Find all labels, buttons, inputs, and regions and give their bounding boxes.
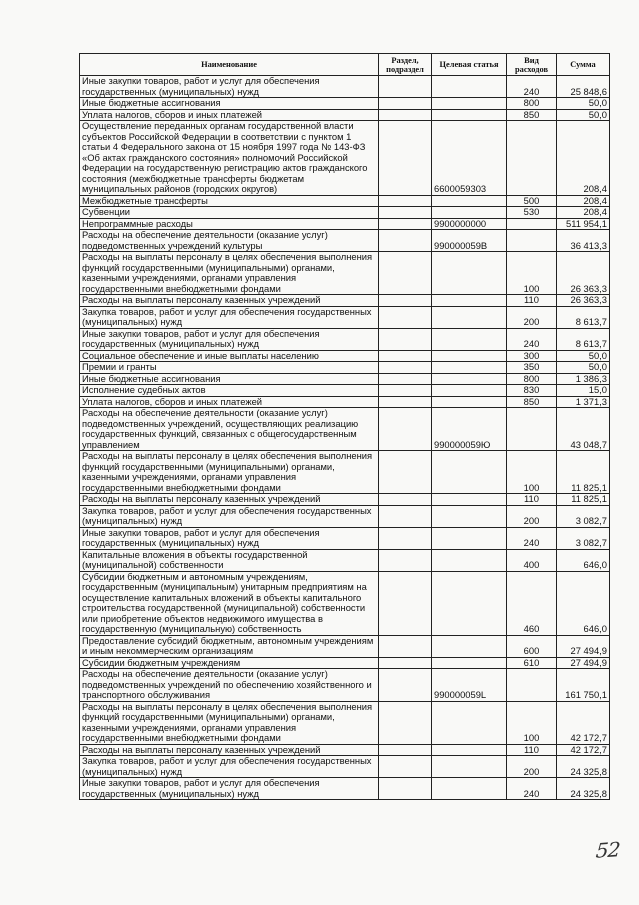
row-section (379, 549, 432, 571)
row-name: Субсидии бюджетным учреждениям (80, 657, 379, 669)
row-article (432, 385, 507, 397)
row-sum: 511 954,1 (557, 218, 610, 230)
row-type: 800 (507, 373, 557, 385)
row-name: Осуществление переданных органам государственной власти субъектов Российской Федерации в соответствии с пунктом 1 статьи 4 Федерального закона от 15 ноября 1997 года № 143-ФЗ «Об актах гражданского состояния» полномочий Российской Федерации на государственную регистрацию актов гражданского состояния (межбюджетные трансферты бюджетам муниципальных районов (городских округов) (80, 121, 379, 196)
row-name: Иные закупки товаров, работ и услуг для обеспечения государственных (муниципальных) нужд (80, 778, 379, 800)
row-article (432, 98, 507, 110)
row-section (379, 505, 432, 527)
row-sum: 208,4 (557, 207, 610, 219)
row-name: Уплата налогов, сборов и иных платежей (80, 396, 379, 408)
row-type: 850 (507, 396, 557, 408)
row-sum: 208,4 (557, 195, 610, 207)
row-article (432, 744, 507, 756)
table-row (80, 252, 610, 295)
table-row (80, 328, 610, 350)
row-section (379, 571, 432, 635)
row-name: Субсидии бюджетным и автономным учреждениям, государственным (муниципальным) унитарным предприятиям на осуществление капитальных вложений в объекты капитального строительства государственной (муниципальной) собственности или приобретение объектов недвижимого имущества в государственную (муниципальную) собственность (80, 571, 379, 635)
row-sum: 646,0 (557, 571, 610, 635)
row-section (379, 756, 432, 778)
row-sum: 161 750,1 (557, 669, 610, 702)
row-name: Расходы на выплаты персоналу казенных учреждений (80, 295, 379, 307)
header-row (80, 54, 610, 76)
row-article (432, 494, 507, 506)
row-name: Уплата налогов, сборов и иных платежей (80, 109, 379, 121)
row-sum: 27 494,9 (557, 635, 610, 657)
row-type: 850 (507, 109, 557, 121)
row-section (379, 385, 432, 397)
row-name: Социальное обеспечение и иные выплаты населению (80, 350, 379, 362)
row-name: Расходы на выплаты персоналу в целях обеспечения выполнения функций государственными (муниципальными) органами, казенными учреждениями, органами управления государственными внебюджетными фондами (80, 451, 379, 494)
row-sum: 208,4 (557, 121, 610, 196)
row-type: 240 (507, 778, 557, 800)
row-name: Предоставление субсидий бюджетным, автономным учреждениям и иным некоммерческим организациям (80, 635, 379, 657)
table-row (80, 195, 610, 207)
row-article (432, 396, 507, 408)
row-article: 990000059L (432, 669, 507, 702)
row-article (432, 549, 507, 571)
row-sum: 15,0 (557, 385, 610, 397)
table-row (80, 362, 610, 374)
row-type: 240 (507, 527, 557, 549)
row-section (379, 306, 432, 328)
row-section (379, 408, 432, 451)
row-article (432, 756, 507, 778)
row-type: 500 (507, 195, 557, 207)
row-article (432, 252, 507, 295)
row-type: 350 (507, 362, 557, 374)
row-section (379, 373, 432, 385)
row-section (379, 527, 432, 549)
row-name: Расходы на выплаты персоналу казенных учреждений (80, 494, 379, 506)
row-section (379, 778, 432, 800)
table-row (80, 701, 610, 744)
row-sum: 11 825,1 (557, 494, 610, 506)
row-name: Закупка товаров, работ и услуг для обеспечения государственных (муниципальных) нужд (80, 306, 379, 328)
row-type: 110 (507, 494, 557, 506)
row-sum: 1 386,3 (557, 373, 610, 385)
row-name: Расходы на выплаты персоналу в целях обеспечения выполнения функций государственными (муниципальными) органами, казенными учреждениями, органами управления государственными внебюджетными фондами (80, 252, 379, 295)
row-name: Расходы на обеспечение деятельности (оказание услуг) подведомственных учреждений по обеспечению хозяйственного и транспортного обслуживания (80, 669, 379, 702)
row-section (379, 494, 432, 506)
row-section (379, 207, 432, 219)
table-row (80, 98, 610, 110)
row-type: 300 (507, 350, 557, 362)
row-sum: 8 613,7 (557, 328, 610, 350)
row-article (432, 207, 507, 219)
row-name: Капитальные вложения в объекты государственной (муниципальной) собственности (80, 549, 379, 571)
row-article (432, 195, 507, 207)
row-sum: 11 825,1 (557, 451, 610, 494)
header-name: Наименование (80, 54, 379, 76)
row-section (379, 701, 432, 744)
row-section (379, 669, 432, 702)
row-sum: 8 613,7 (557, 306, 610, 328)
row-type: 200 (507, 505, 557, 527)
row-type: 530 (507, 207, 557, 219)
table-row (80, 109, 610, 121)
row-article (432, 295, 507, 307)
row-name: Исполнение судебных актов (80, 385, 379, 397)
row-name: Иные закупки товаров, работ и услуг для обеспечения государственных (муниципальных) нужд (80, 328, 379, 350)
table-header (80, 54, 610, 76)
row-sum: 646,0 (557, 549, 610, 571)
row-name: Непрограммные расходы (80, 218, 379, 230)
row-article: 6600059303 (432, 121, 507, 196)
header-type: Вид расходов (507, 54, 557, 76)
row-article (432, 373, 507, 385)
row-name: Расходы на выплаты персоналу казенных учреждений (80, 744, 379, 756)
row-sum: 27 494,9 (557, 657, 610, 669)
table-row (80, 350, 610, 362)
table-row (80, 385, 610, 397)
table-row (80, 571, 610, 635)
row-type: 600 (507, 635, 557, 657)
row-type (507, 230, 557, 252)
header-sum: Сумма (557, 54, 610, 76)
row-type: 830 (507, 385, 557, 397)
row-section (379, 98, 432, 110)
table-row (80, 494, 610, 506)
table-row (80, 505, 610, 527)
row-section (379, 218, 432, 230)
row-article (432, 109, 507, 121)
row-section (379, 350, 432, 362)
table-row (80, 527, 610, 549)
row-type (507, 218, 557, 230)
row-type: 110 (507, 744, 557, 756)
row-article (432, 451, 507, 494)
table-row (80, 756, 610, 778)
row-section (379, 451, 432, 494)
row-type: 460 (507, 571, 557, 635)
row-section (379, 76, 432, 98)
row-sum: 50,0 (557, 350, 610, 362)
row-article (432, 635, 507, 657)
row-sum: 25 848,6 (557, 76, 610, 98)
row-article (432, 778, 507, 800)
row-name: Межбюджетные трансферты (80, 195, 379, 207)
row-type: 100 (507, 451, 557, 494)
row-sum: 1 371,3 (557, 396, 610, 408)
header-article: Целевая статья (432, 54, 507, 76)
row-type: 800 (507, 98, 557, 110)
table-row (80, 121, 610, 196)
row-sum: 26 363,3 (557, 295, 610, 307)
table-row (80, 635, 610, 657)
row-type: 240 (507, 328, 557, 350)
table-row (80, 207, 610, 219)
row-type: 240 (507, 76, 557, 98)
row-article: 9900000000 (432, 218, 507, 230)
table-row (80, 451, 610, 494)
row-name: Расходы на обеспечение деятельности (оказание услуг) подведомственных учреждений, осуществляющих реализацию государственных функций, связанных с общегосударственным управлением (80, 408, 379, 451)
row-section (379, 195, 432, 207)
row-article (432, 657, 507, 669)
row-article (432, 306, 507, 328)
table-row (80, 657, 610, 669)
row-article: 990000059Ю (432, 408, 507, 451)
row-section (379, 396, 432, 408)
table-row (80, 373, 610, 385)
row-article (432, 527, 507, 549)
row-sum: 50,0 (557, 109, 610, 121)
table-row (80, 549, 610, 571)
row-name: Закупка товаров, работ и услуг для обеспечения государственных (муниципальных) нужд (80, 756, 379, 778)
row-type (507, 669, 557, 702)
row-type: 400 (507, 549, 557, 571)
row-article: 990000059В (432, 230, 507, 252)
header-section: Раздел, подраздел (379, 54, 432, 76)
row-sum: 26 363,3 (557, 252, 610, 295)
table-row (80, 408, 610, 451)
table-row (80, 744, 610, 756)
row-sum: 42 172,7 (557, 701, 610, 744)
table-row (80, 295, 610, 307)
row-article (432, 328, 507, 350)
row-type (507, 121, 557, 196)
row-article (432, 362, 507, 374)
table-row (80, 778, 610, 800)
row-section (379, 252, 432, 295)
row-section (379, 744, 432, 756)
row-name: Расходы на выплаты персоналу в целях обеспечения выполнения функций государственными (муниципальными) органами, казенными учреждениями, органами управления государственными внебюджетными фондами (80, 701, 379, 744)
row-name: Расходы на обеспечение деятельности (оказание услуг) подведомственных учреждений культуры (80, 230, 379, 252)
row-name: Закупка товаров, работ и услуг для обеспечения государственных (муниципальных) нужд (80, 505, 379, 527)
table-body (80, 76, 610, 800)
row-article (432, 505, 507, 527)
row-type: 200 (507, 306, 557, 328)
table-row (80, 230, 610, 252)
row-sum: 43 048,7 (557, 408, 610, 451)
budget-table (79, 53, 610, 800)
row-article (432, 571, 507, 635)
row-sum: 3 082,7 (557, 527, 610, 549)
row-section (379, 362, 432, 374)
row-name: Иные закупки товаров, работ и услуг для обеспечения государственных (муниципальных) нужд (80, 76, 379, 98)
row-sum: 24 325,8 (557, 778, 610, 800)
row-type (507, 408, 557, 451)
handwritten-page-number: 52 (595, 837, 621, 863)
table-row (80, 76, 610, 98)
row-section (379, 328, 432, 350)
row-sum: 50,0 (557, 362, 610, 374)
row-section (379, 295, 432, 307)
row-sum: 3 082,7 (557, 505, 610, 527)
row-section (379, 109, 432, 121)
row-section (379, 121, 432, 196)
row-type: 610 (507, 657, 557, 669)
row-article (432, 76, 507, 98)
row-sum: 42 172,7 (557, 744, 610, 756)
row-section (379, 230, 432, 252)
row-section (379, 657, 432, 669)
row-type: 200 (507, 756, 557, 778)
table-row (80, 218, 610, 230)
table-row (80, 396, 610, 408)
row-name: Иные закупки товаров, работ и услуг для обеспечения государственных (муниципальных) нужд (80, 527, 379, 549)
row-name: Субвенции (80, 207, 379, 219)
row-section (379, 635, 432, 657)
table-row (80, 306, 610, 328)
row-article (432, 701, 507, 744)
row-article (432, 350, 507, 362)
table-row (80, 669, 610, 702)
row-sum: 36 413,3 (557, 230, 610, 252)
row-sum: 50,0 (557, 98, 610, 110)
row-type: 100 (507, 252, 557, 295)
row-sum: 24 325,8 (557, 756, 610, 778)
row-name: Премии и гранты (80, 362, 379, 374)
row-name: Иные бюджетные ассигнования (80, 373, 379, 385)
row-type: 110 (507, 295, 557, 307)
row-type: 100 (507, 701, 557, 744)
row-name: Иные бюджетные ассигнования (80, 98, 379, 110)
